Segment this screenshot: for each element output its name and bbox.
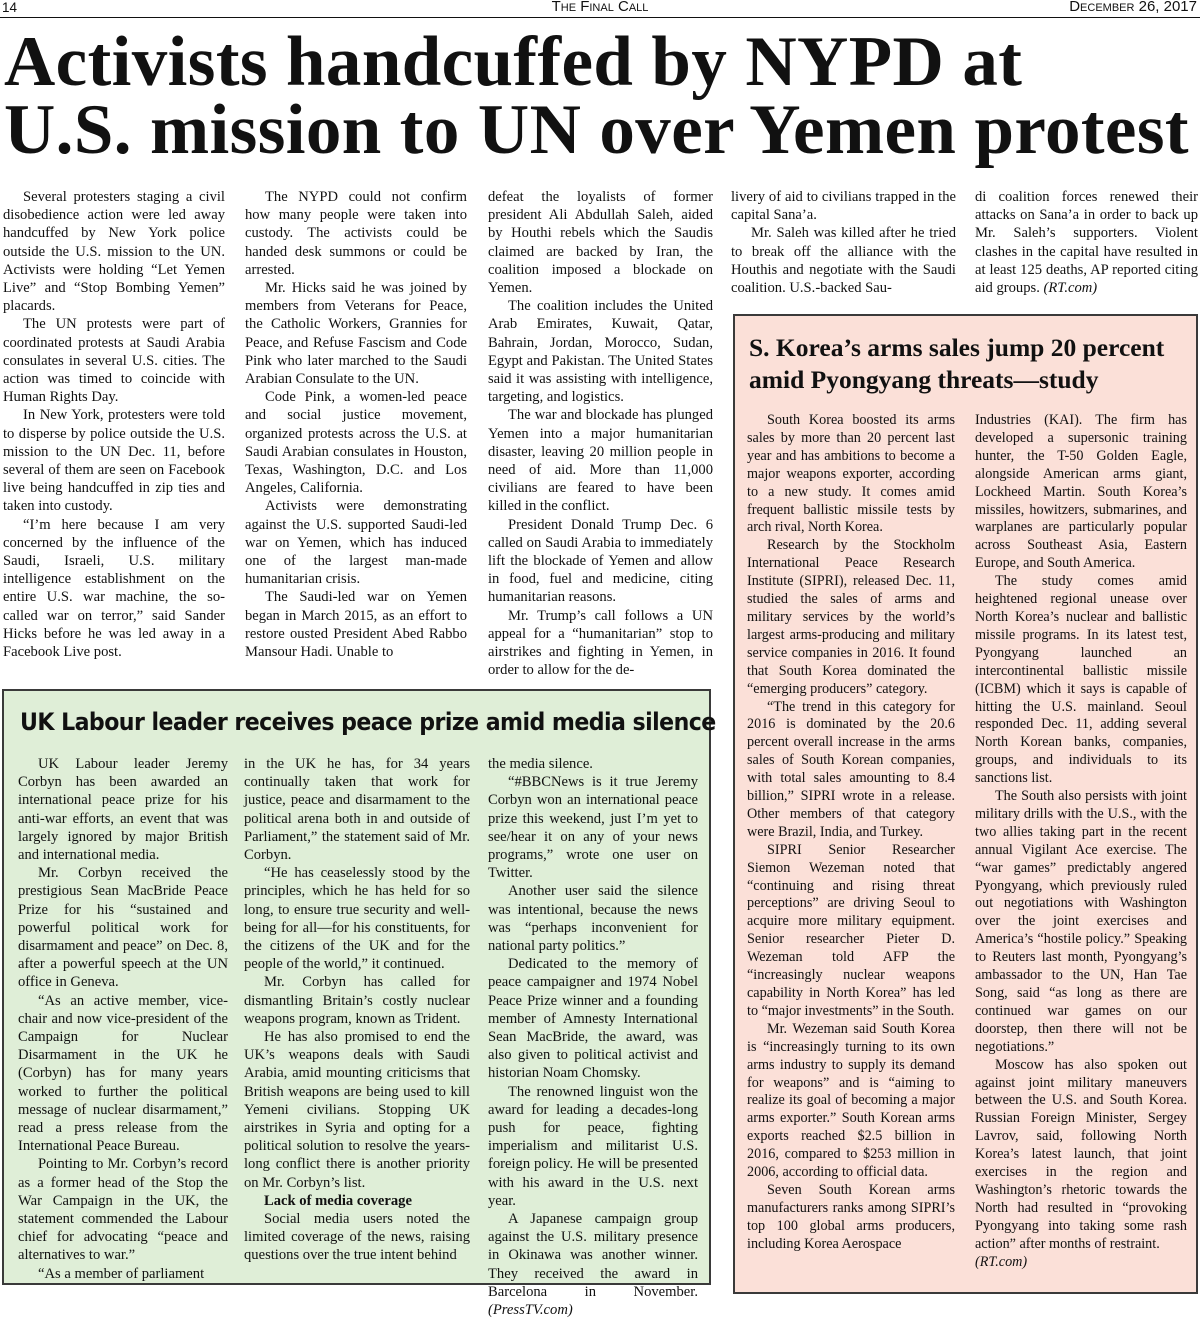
article-paragraph: The war and blockade has plunged Yemen into a major humanitarian disaster, leaving 20 million people in need of aid. More than 11,000 civilians are feared to have been killed in the conflict. xyxy=(488,407,713,515)
labour-headline: UK Labour leader receives peace prize amid media silence xyxy=(20,708,716,736)
article-paragraph: President Donald Trump Dec. 6 called on Saudi Arabia to immediately lift the blockade of Yemen and allow in food, fuel and medicine, citing humanitarian reasons. xyxy=(488,516,713,606)
article-paragraph: South Korea boosted its arms sales by more than 20 percent last year and has ambitions to become a major weapons exporter, according to a new study. It comes amid frequent ballistic missile tests by arch rival, North Korea. xyxy=(747,412,955,536)
page-number: 14 xyxy=(2,0,18,15)
article-paragraph: defeat the loyalists of former president Ali Abdullah Saleh, aided by Houthi rebels which the Saudis claimed are backed by Iran, the coalition imposed a blockade on Yemen. xyxy=(488,189,713,297)
article-paragraph: Industries (KAI). The firm has developed a supersonic training hunter, the T-50 Golden Eagle, alongside American arms giant, Lockheed Martin. South Korea’s missiles, howitzers, submarines, and warplanes are particularly popular across Southeast Asia, Eastern Europe, and South America. xyxy=(975,412,1187,572)
article-paragraph: The South also persists with joint military drills with the U.S., with the two allies taking part in the recent annual Vigilant Ace exercise. The “war games” predictably angered Pyongyang, which previously ruled out negotiations with Washington over the joint exercises and America’s “hostile policy.” Speaking to Reuters last month, Pyongyang’s ambassador to the UN, Han Tae Song, said “as long as there are continued war games on our doorstep, then there will not be negotiations.” xyxy=(975,788,1187,1055)
labour-story-column-2 xyxy=(244,755,470,1265)
article-paragraph: the media silence. xyxy=(488,756,593,772)
korea-headline: S. Korea’s arms sales jump 20 percent amid Pyongyang threats—study xyxy=(749,333,1165,394)
article-paragraph: Mr. Trump’s call follows a UN appeal for a “humanitarian” stop to airstrikes and fighting in Yemen, in order to allow for the de- xyxy=(488,607,713,679)
main-story-column-3 xyxy=(488,188,713,679)
article-paragraph: Mr. Corbyn has called for dismantling Britain’s costly nuclear weapons program, known as Trident. xyxy=(244,974,470,1027)
source-credit: (RT.com) xyxy=(975,1253,1028,1270)
article-paragraph: A Japanese campaign group against the U.S. military presence in Okinawa was another winner. They received the award in Barcelona in November. (PressTV.com) xyxy=(488,1211,698,1319)
article-paragraph: Mr. Corbyn received the prestigious Sean MacBride Peace Prize for his “sustained and powerful political work for disarmament and peace” on Dec. 8, after a powerful speech at the UN office in Geneva. xyxy=(18,865,228,991)
article-paragraph: Dedicated to the memory of peace campaigner and 1974 Nobel Peace Prize winner and a founding member of Amnesty International Sean MacBride, the award, was also given to political activist and historian Noam Chomsky. xyxy=(488,956,698,1082)
article-paragraph: Moscow has also spoken out against joint military maneuvers between the U.S. and South Korea. Russian Foreign Minister, Sergey Lavrov, said, following North Korea’s latest launch, that joint exercises in the region and Washington’s rhetoric towards the North had resulted in “provoking Pyongyang into taking some rash action” after months of restraint. xyxy=(975,1056,1187,1252)
labour-subhead: Lack of media coverage xyxy=(264,1192,412,1209)
korea-story-column-2 xyxy=(975,412,1187,1272)
article-paragraph: Research by the Stockholm International Peace Research Institute (SIPRI), released Dec. 11, studied the sales of arms and military services by the world’s largest arms-producing and military service companies in 2016. It found that South Korea dominated the “emerging producers” category. xyxy=(747,537,955,697)
page-folio xyxy=(0,0,1200,18)
labour-story-column-3 xyxy=(488,755,698,1319)
korea-story-column-1 xyxy=(747,412,955,1254)
article-paragraph: in the UK he has, for 34 years continually taken that work for justice, peace and disarmament to the political arena both in and outside of Parliament,” the statement said of Mr. Corbyn. xyxy=(244,756,470,864)
publication-name: The Final Call xyxy=(551,0,649,15)
article-paragraph: “He has ceaselessly stood by the principles, which he has held for so long, to ensure true security and well-being for all—for his constituents, for the citizens of the UK and for the people of the world,” it continued. xyxy=(244,865,470,973)
article-paragraph: Social media users noted the limited coverage of the news, raising questions over the true intent behind xyxy=(244,1211,470,1264)
article-paragraph: In New York, protesters were told to disperse by police outside the U.S. mission to the UN Dec. 11, before several of them are seen on Facebook live being handcuffed in zip ties and taken into custody. xyxy=(3,407,225,515)
article-paragraph: Activists were demonstrating against the U.S. supported Saudi-led war on Yemen, which has induced one of the largest man-made humanitarian crisis. xyxy=(245,498,467,588)
article-paragraph: Another user said the silence was intentional, because the news was “perhaps inconvenient for national party politics.” xyxy=(488,883,698,955)
article-paragraph: Mr. Saleh was killed after he tried to break off the alliance with the Houthis and negotiate with the Saudi coalition. U.S.-backed Sau- xyxy=(731,225,956,297)
main-story-column-5 xyxy=(975,188,1198,297)
article-paragraph: di coalition forces renewed their attacks on Sana’a in order to back up Mr. Saleh’s supporters. Violent clashes in the capital have resulted in at least 125 deaths, AP reported citing aid groups. (RT.com) xyxy=(975,189,1198,297)
article-paragraph: “As an active member, vice-chair and now vice-president of the Campaign for Nuclear Disarmament in the UK he (Corbyn) has for many years worked to further the political message of nuclear disarmament,” read a press release from the International Peace Bureau. xyxy=(18,992,228,1155)
korea-story-box xyxy=(733,314,1198,1294)
main-story-column-4 xyxy=(731,188,956,297)
article-paragraph: “I’m here because I am very concerned by the influence of the Saudi, Israeli, U.S. military intelligence establishment on the entire U.S. war machine, the so-called war on terror,” said Sander Hicks before he was led away in a Facebook Live post. xyxy=(3,516,225,661)
source-credit: (PressTV.com) xyxy=(488,1302,573,1319)
main-headline: Activists handcuffed by NYPD at U.S. mission to UN over Yemen protest xyxy=(4,23,1189,169)
main-story-column-1 xyxy=(3,188,225,661)
article-paragraph: He has also promised to end the UK’s weapons deals with Saudi Arabia, amid mounting criticisms that British weapons are being used to kill Yemeni civilians. Stopping UK airstrikes in Syria and opting for a political solution to resolve the years-long conflict there is another priority on Mr. Corbyn’s list. xyxy=(244,1029,470,1191)
article-paragraph: The study comes amid heightened regional unease over North Korea’s nuclear and ballistic missile programs. In its latest test, Pyongyang launched an intercontinental ballistic missile (ICBM) which it says is capable of hitting the U.S. mainland. Seoul responded Dec. 11, adding several North Korean banks, companies, groups, and individuals to its sanctions list. xyxy=(975,573,1187,787)
labour-story-box xyxy=(2,689,716,1319)
article-paragraph: Code Pink, a women-led peace and social justice movement, organized protests across the U.S. at Saudi Arabian consulates in Houston, Texas, Washington, D.C. and Los Angeles, California. xyxy=(245,389,467,497)
article-paragraph: The Saudi-led war on Yemen began in March 2015, as an effort to restore ousted President Abed Rabbo Mansour Hadi. Unable to xyxy=(245,589,467,661)
article-paragraph: UK Labour leader Jeremy Corbyn has been awarded an international peace prize for his anti-war efforts, an event that was largely ignored by major British and international media. xyxy=(18,756,228,864)
labour-story-column-1 xyxy=(18,755,228,1283)
article-paragraph xyxy=(975,1254,1187,1272)
article-paragraph: “The trend in this category for 2016 is dominated by the 20.6 percent overall increase in the arms sales of South Korean companies, with total sales amounting to 8.4 billion,” SIPRI wrote in a release. Other members of that category were Brazil, India, and Turkey. xyxy=(747,698,955,840)
issue-date: December 26, 2017 xyxy=(1069,0,1197,15)
article-paragraph: “#BBCNews is it true Jeremy Corbyn won an international peace prize this weekend, just I’m yet to see/hear it on any of your news programs,” wrote one user on Twitter. xyxy=(488,774,698,882)
article-paragraph: Pointing to Mr. Corbyn’s record as a former head of the Stop the War Campaign in the UK, the statement commended the Labour chief for advocating “peace and alternatives to war.” xyxy=(18,1156,228,1264)
article-paragraph: Mr. Wezeman said South Korea is “increasingly turning to its own arms industry to supply its demand for weapons” and is “aiming to realize its goal of becoming a major arms exporter.” South Korean arms exports reached $2.5 billion in 2016, compared to $253 million in 2006, according to official data. xyxy=(747,1020,955,1181)
main-story-column-2 xyxy=(245,188,467,661)
article-paragraph: The renowned linguist won the award for leading a decades-long push for peace, fighting imperialism and militarist U.S. foreign policy. He will be presented with his award in the U.S. next year. xyxy=(488,1083,698,1209)
article-paragraph: The NYPD could not confirm how many people were taken into custody. The activists could be handed desk summons or could be arrested. xyxy=(245,189,467,278)
article-paragraph: “As a member of parliament xyxy=(38,1265,205,1282)
article-paragraph: livery of aid to civilians trapped in the capital Sana’a. xyxy=(731,189,956,224)
article-paragraph: The UN protests were part of coordinated protests at Saudi Arabia consulates in several U.S. cities. The action was timed to coincide with Human Rights Day. xyxy=(3,316,225,406)
article-paragraph: Mr. Hicks said he was joined by members from Veterans for Peace, the Catholic Workers, Grannies for Peace, and Refuse Fascism and Code Pink who later marched to the Saudi Arabian Consulate to the UN. xyxy=(245,280,467,388)
source-credit: (RT.com) xyxy=(1043,280,1098,297)
article-paragraph: SIPRI Senior Researcher Siemon Wezeman noted that “continuing and rising threat perceptions” are driving Seoul to acquire more military equipment. Senior researcher Pieter D. Wezeman told AFP the “increasingly nuclear weapons capability in North Korea” has led to “major investments” in the South. xyxy=(747,841,955,1019)
article-paragraph: Seven South Korean arms manufacturers ranks among SIPRI’s top 100 global arms producers, including Korea Aerospace xyxy=(747,1181,955,1252)
article-paragraph: Several protesters staging a civil disobedience action were led away handcuffed by New York police outside the U.S. mission to the UN. Activists were holding “Let Yemen Live” and “Stop Bombing Yemen” placards. xyxy=(3,189,225,315)
article-paragraph: The coalition includes the United Arab Emirates, Kuwait, Qatar, Bahrain, Jordan, Morocco, Sudan, Egypt and Pakistan. The United States said it was assisting with intelligence, targeting, and logistics. xyxy=(488,298,713,406)
